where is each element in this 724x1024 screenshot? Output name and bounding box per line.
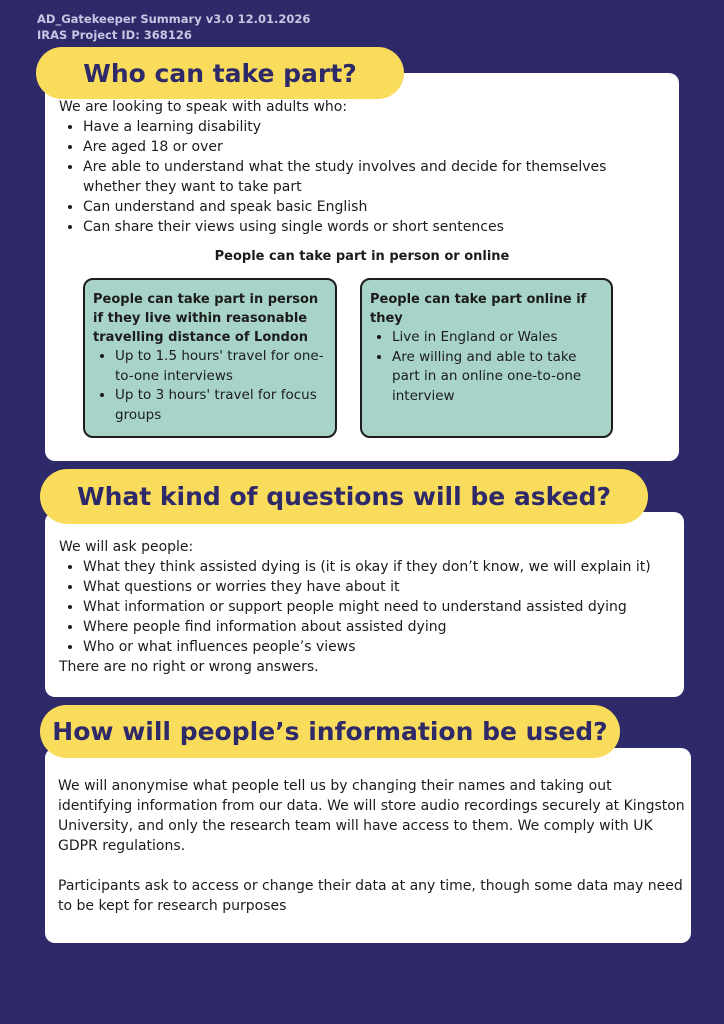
project-id: IRAS Project ID: 368126 [37, 28, 192, 42]
section-who-can-take-part [45, 73, 679, 461]
participation-note: People can take part in person or online [214, 249, 510, 264]
section3-paragraph-1: We will anonymise what people tell us by changing their names and taking out identifying information from our data. We will store audio recordings securely at Kingston University, and only the research team will have access to them. We comply with UK GDPR regulations. [58, 778, 685, 854]
list-item: • Up to 1.5 hours' travel for one-to-one interviews [115, 347, 327, 386]
section2-questions-list [59, 557, 693, 657]
list-item: • What they think assisted dying is (it is okay if they don’t know, we will explain it) [83, 557, 693, 577]
list-item: • Who or what influences people’s views [83, 637, 693, 657]
section2-title: What kind of questions will be asked? [40, 469, 648, 524]
list-item: • Can understand and speak basic English [83, 197, 643, 217]
list-item: • Up to 3 hours' travel for focus groups [115, 386, 327, 425]
section-information-use [45, 748, 691, 943]
list-item: • Are aged 18 or over [83, 137, 643, 157]
section3-title: How will people’s information be used? [40, 705, 620, 758]
list-item: • Live in England or Wales [392, 328, 603, 348]
section2-intro: We will ask people: [59, 539, 194, 555]
section1-title: Who can take part? [36, 47, 404, 99]
section-questions [45, 512, 684, 697]
online-box [360, 278, 613, 438]
section2-closing: There are no right or wrong answers. [59, 659, 319, 675]
in-person-list [93, 347, 327, 425]
list-item: • Are able to understand what the study involves and decide for themselves whether they want to take part [83, 157, 643, 197]
list-item: • Are willing and able to take part in an online one-to-one interview [392, 348, 603, 407]
document-header [37, 11, 310, 43]
list-item: • Where people find information about assisted dying [83, 617, 693, 637]
list-item: • What questions or worries they have about it [83, 577, 693, 597]
list-item: • Can share their views using single words or short sentences [83, 217, 643, 237]
in-person-box [83, 278, 337, 438]
online-title: People can take part online if they [370, 292, 587, 326]
in-person-title: People can take part in person if they live within reasonable travelling distance of London [93, 292, 319, 345]
document-version: AD_Gatekeeper Summary v3.0 12.01.2026 [37, 12, 311, 26]
section1-criteria-list [59, 117, 643, 237]
section3-paragraph-2: Participants ask to access or change their data at any time, though some data may need to be kept for research purposes [58, 878, 683, 914]
list-item: • Have a learning disability [83, 117, 643, 137]
list-item: • What information or support people might need to understand assisted dying [83, 597, 693, 617]
online-list [370, 328, 603, 406]
section1-intro: We are looking to speak with adults who: [59, 99, 348, 115]
